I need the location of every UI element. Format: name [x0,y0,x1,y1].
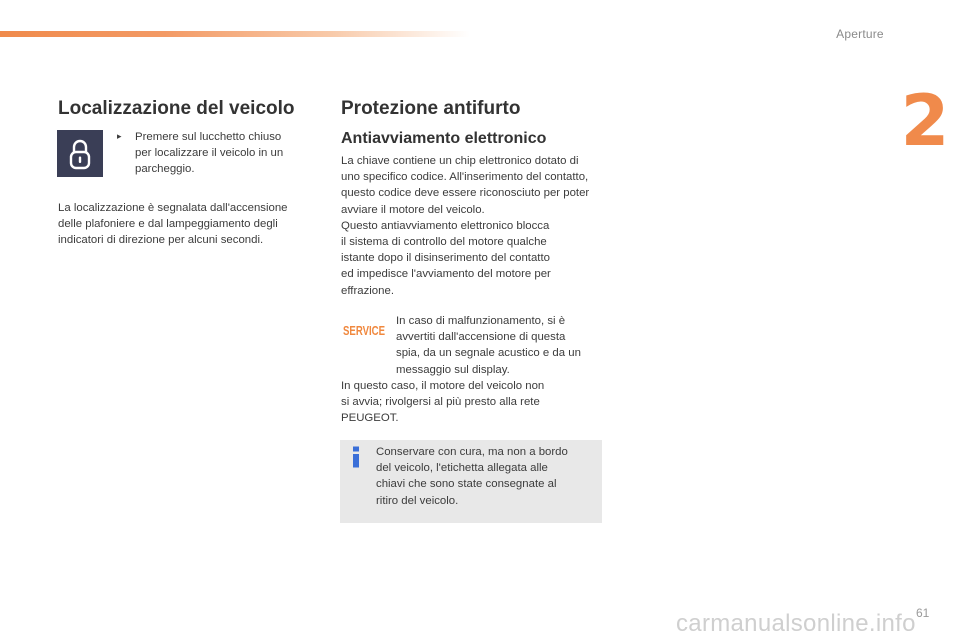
lock-button-tile [57,130,103,177]
service-warning-icon [342,322,386,338]
immobilizer-paragraph [341,153,589,299]
paragraph-line: La chiave contiene un chip elettronico dotato di [341,155,579,167]
service-line: avvertiti dall'accensione di questa [396,331,566,344]
service-line: In caso di malfunzionamento, si è [396,315,566,327]
page-number: 61 [916,606,930,620]
paragraph-line: uno specifico codice. All'inserimento del contatto, [341,171,589,184]
right-section-subtitle: Antiavviamento elettronico [341,130,547,147]
paragraph-line: effrazione. [341,284,394,297]
paragraph-line: ed impedisce l'avviamento del motore per [341,268,551,281]
dealer-paragraph [341,378,544,427]
left-section-title: Localizzazione del veicolo [58,98,295,119]
paragraph-line: La localizzazione è segnalata dall'accensione [58,202,288,214]
bullet-instruction [135,129,283,178]
localization-paragraph [58,200,288,249]
paragraph-line: questo codice deve essere riconosciuto per poter [341,187,590,200]
watermark: carmanualsonline.info [676,610,916,637]
info-icon [350,446,362,468]
bullet-line: per localizzare il veicolo in un [135,147,284,160]
info-line: del veicolo, l'etichetta allegata alle [376,462,548,475]
service-line: spia, da un segnale acustico e da un [396,347,581,360]
service-label: SERVICE [343,324,385,338]
paragraph-line: istante dopo il disinserimento del contatto [341,252,550,265]
paragraph-line: PEUGEOT. [341,412,399,425]
paragraph-line: In questo caso, il motore del veicolo non [341,380,545,392]
right-section-title: Protezione antifurto [341,98,521,119]
paragraph-line: si avvia; rivolgersi al più presto alla rete [341,396,540,409]
bullet-line: Premere sul lucchetto chiuso [135,131,282,143]
info-line: ritiro del veicolo. [376,494,459,507]
info-line: chiavi che sono state consegnate al [376,478,557,491]
paragraph-line: indicatori di direzione per alcuni secondi. [58,234,264,247]
section-name: Aperture [836,27,884,41]
paragraph-line: delle plafoniere e dal lampeggiamento degli [58,218,278,231]
paragraph-line: il sistema di controllo del motore qualche [341,236,547,249]
header-accent-bar [0,31,470,37]
chapter-number: 2 [900,80,950,162]
paragraph-line: Questo antiavviamento elettronico blocca [341,219,550,232]
info-note-text [376,444,568,509]
bullet-line: parcheggio. [135,163,195,176]
service-line: messaggio sul display. [396,363,510,376]
paragraph-line: avviare il motore del veicolo. [341,203,485,216]
lock-closed-icon [67,137,93,171]
bullet-marker: ▸ [117,131,122,141]
info-line: Conservare con cura, ma non a bordo [376,446,568,458]
service-warning-text [396,313,581,378]
